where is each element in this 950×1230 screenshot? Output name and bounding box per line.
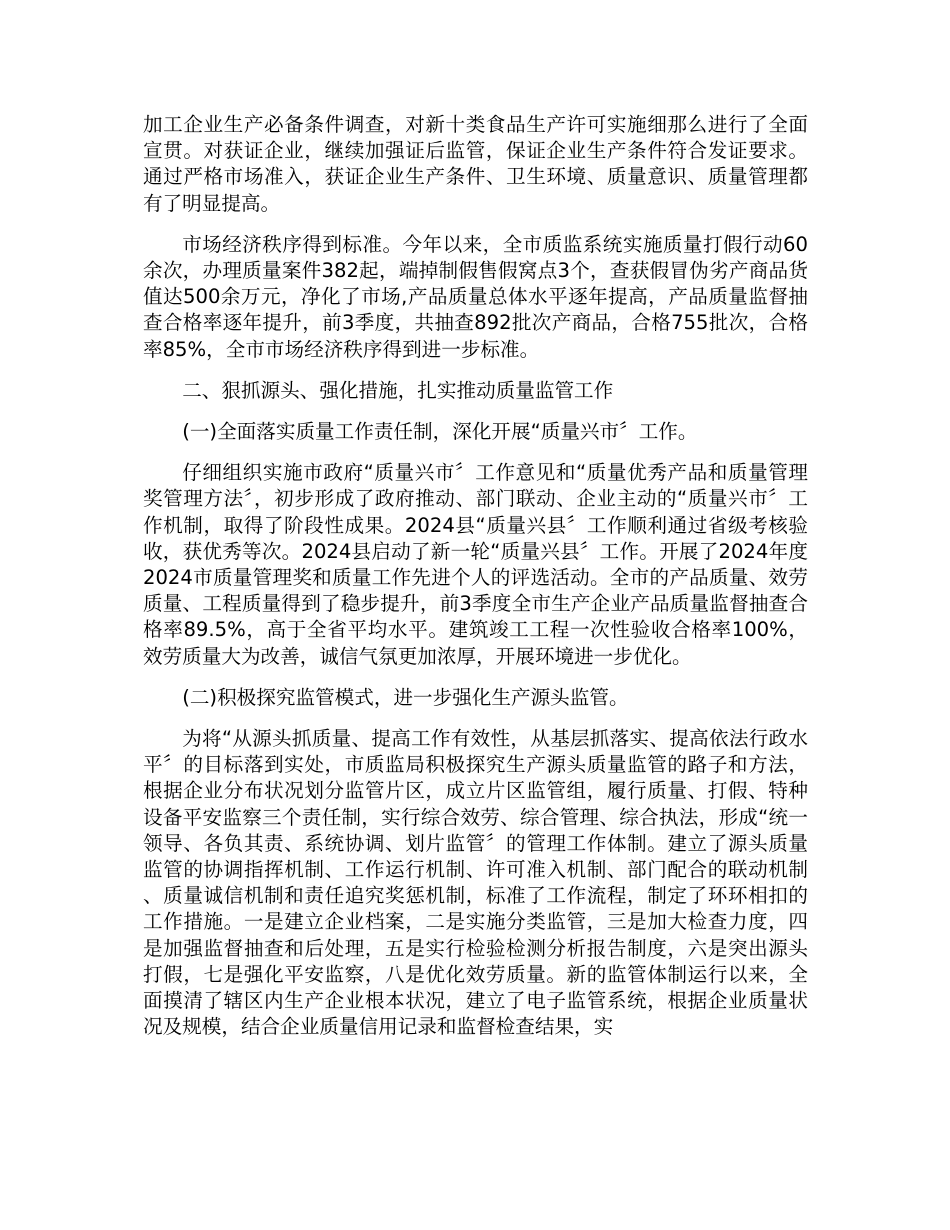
paragraph-quality-city: 仔细组织实施市政府“质量兴市〞工作意见和“质量优秀产品和质量管理奖管理方法〞，初步形成了政府推动、部门联动、企业主动的“质量兴市〞工作机制，取得了阶段性成果。2024县“质量兴县〞工作顺利通过省级考核验收，获优秀等次。2024县启动了新一轮“质量兴县〞工作。开展了2024年度2024市质量管理奖和质量工作先进个人的评选活动。全市的产品质量、效劳质量、工程质量得到了稳步提升，前3季度全市生产企业产品质量监督抽查合格率89.5%，高于全省平均水平。建筑竣工工程一次性验收合格率100%，效劳质量大为改善，诚信气氛更加浓厚，开展环境进一步优化。 bbox=[143, 461, 808, 668]
subsection-heading-2: (二)积极探究监管模式，进一步强化生产源头监管。 bbox=[182, 685, 629, 709]
paragraph-food-license: 加工企业生产必备条件调查，对新十类食品生产许可实施细那么进行了全面宣贯。对获证企业，继续加强证后监管，保证企业生产条件符合发证要求。通过严格市场准入，获证企业生产条件、卫生环境、质量意识、质量管理都有了明显提高。 bbox=[143, 113, 808, 215]
document-page bbox=[143, 112, 808, 1041]
paragraph-source-supervision: 为将“从源头抓质量、提高工作有效性，从基层抓落实、提高依法行政水平〞的目标落到实处，市质监局积极探究生产源头质量监管的路子和方法，根据企业分布状况划分监管片区，成立片区监管组，履行质量、打假、特种设备平安监察三个责任制，实行综合效劳、综合管理、综合执法，形成“统一领导、各负其责、系统协调、划片监管〞的管理工作体制。建立了源头质量监管的协调指挥机制、工作运行机制、许可准入机制、部门配合的联动机制、质量诚信机制和责任追究奖惩机制，标准了工作流程，制定了环环相扣的工作措施。一是建立企业档案，二是实施分类监管，三是加大检查力度，四是加强监督抽查和后处理，五是实行检验检测分析报告制度，六是突出源头打假，七是强化平安监察，八是优化效劳质量。新的监管体制运行以来，全面摸清了辖区内生产企业根本状况，建立了电子监管系统，根据企业质量状况及规模，结合企业质量信用记录和监督检查结果，实 bbox=[143, 727, 808, 1039]
section-heading-2: 二、狠抓源头、强化措施，扎实推动质量监管工作 bbox=[182, 378, 614, 402]
paragraph-market-order: 市场经济秩序得到标准。今年以来，全市质监系统实施质量打假行动60余次，办理质量案件382起，端掉制假售假窝点3个，查获假冒伪劣产商品货值达500余万元，净化了市场,产品质量总体水平逐年提高，产品质量监督抽查合格率逐年提升，前3季度，共抽查892批次产商品，合格755批次，合格率85%，全市市场经济秩序得到进一步标准。 bbox=[143, 232, 808, 361]
subsection-heading-1: (一)全面落实质量工作责任制，深化开展“质量兴市〞工作。 bbox=[182, 420, 698, 444]
